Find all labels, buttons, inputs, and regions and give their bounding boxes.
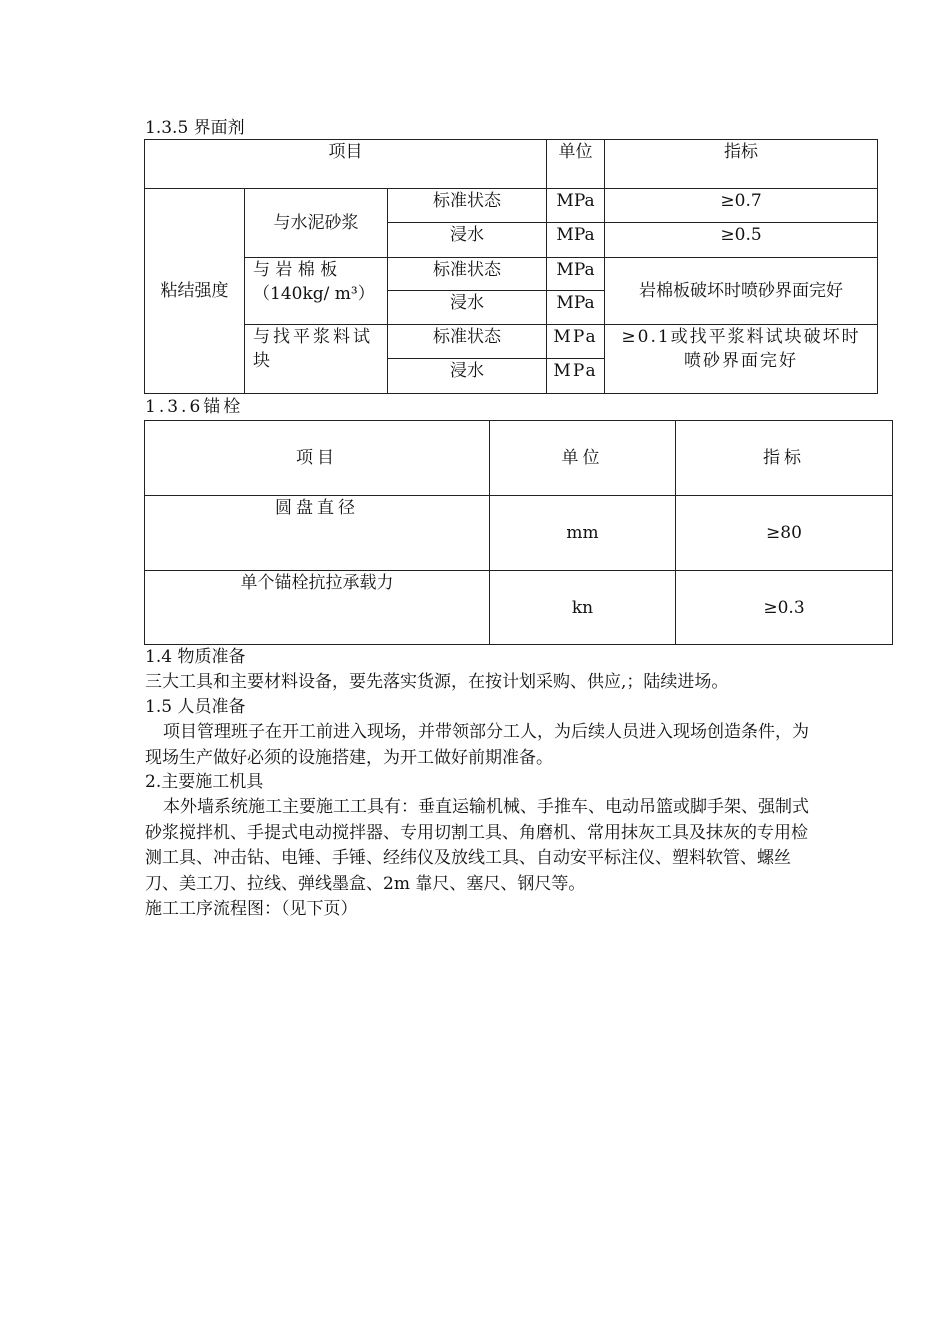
condition-soak: 浸水 bbox=[388, 359, 547, 394]
flow-chart-note: 施工工序流程图：（见下页） bbox=[145, 899, 358, 919]
unit-cell: MPa bbox=[547, 325, 605, 359]
section-text-2: 本外墙系统施工主要施工工具有：垂直运输机械、手推车、电动吊篮或脚手架、强制式砂浆搅拌机、手提式电动搅拌器、专用切割工具、角磨机、常用抹灰工具及抹灰的专用检测工具、冲击钻、电锤、手锤、经纬仪及放线工具、自动安平标注仪、塑料软管、螺丝刀、美工刀、拉线、弹线墨盒、2m 靠尺、塞尺、钢尺等。 bbox=[145, 797, 809, 894]
value-cell: 岩棉板破坏时喷砂界面完好 bbox=[605, 258, 878, 325]
anchor-bolt-table bbox=[144, 420, 893, 645]
section-text-14: 三大工具和主要材料设备，要先落实货源，在按计划采购、供应,；陆续进场。 bbox=[145, 672, 729, 692]
unit-cell: MPa bbox=[547, 189, 605, 223]
condition-standard: 标准状态 bbox=[388, 189, 547, 223]
section-text-15: 项目管理班子在开工前进入现场，并带领部分工人，为后续人员进入现场创造条件，为现场生产做好必须的设施搭建，为开工做好前期准备。 bbox=[145, 722, 809, 768]
unit-cell: kn bbox=[490, 571, 676, 645]
value-cell: ≥0.1或找平浆料试块破坏时喷砂界面完好 bbox=[605, 325, 878, 394]
section-heading-15: 1.5 人员准备 bbox=[145, 697, 246, 717]
header-index: 指标 bbox=[605, 140, 878, 189]
rock-wool-label bbox=[245, 258, 388, 325]
cement-mortar-label: 与水泥砂浆 bbox=[245, 189, 388, 258]
disc-diameter-label: 圆盘直径 bbox=[145, 496, 490, 571]
header-unit: 单位 bbox=[490, 421, 676, 496]
rock-wool-label-b: （140kg/ m³） bbox=[253, 284, 375, 304]
section-heading-2: 2.主要施工机具 bbox=[145, 772, 264, 792]
value-cell: ≥0.7 bbox=[605, 189, 878, 223]
header-item: 项目 bbox=[145, 421, 490, 496]
unit-cell: MPa bbox=[547, 291, 605, 325]
header-item: 项目 bbox=[145, 140, 547, 189]
tensile-capacity-label: 单个锚栓抗拉承载力 bbox=[145, 571, 490, 645]
unit-cell: MPa bbox=[547, 223, 605, 258]
condition-soak: 浸水 bbox=[388, 223, 547, 258]
value-cell: ≥0.5 bbox=[605, 223, 878, 258]
value-cell: ≥80 bbox=[676, 496, 893, 571]
unit-cell: mm bbox=[490, 496, 676, 571]
condition-standard: 标准状态 bbox=[388, 325, 547, 359]
bond-strength-label: 粘结强度 bbox=[145, 189, 245, 394]
section-heading-14: 1.4 物质准备 bbox=[145, 647, 246, 667]
value-cell: ≥0.3 bbox=[676, 571, 893, 645]
interface-agent-table bbox=[144, 139, 878, 394]
unit-cell: MPa bbox=[547, 359, 605, 394]
unit-cell: MPa bbox=[547, 258, 605, 291]
header-unit: 单位 bbox=[547, 140, 605, 189]
section-heading-135: 1.3.5 界面剂 bbox=[145, 118, 245, 138]
header-index: 指标 bbox=[676, 421, 893, 496]
leveling-block-label: 与找平浆料试块 bbox=[245, 325, 388, 394]
condition-soak: 浸水 bbox=[388, 291, 547, 325]
section-heading-136: 1.3.6锚栓 bbox=[145, 397, 244, 417]
rock-wool-label-a: 与 岩 棉 板 bbox=[253, 260, 338, 280]
condition-standard: 标准状态 bbox=[388, 258, 547, 291]
